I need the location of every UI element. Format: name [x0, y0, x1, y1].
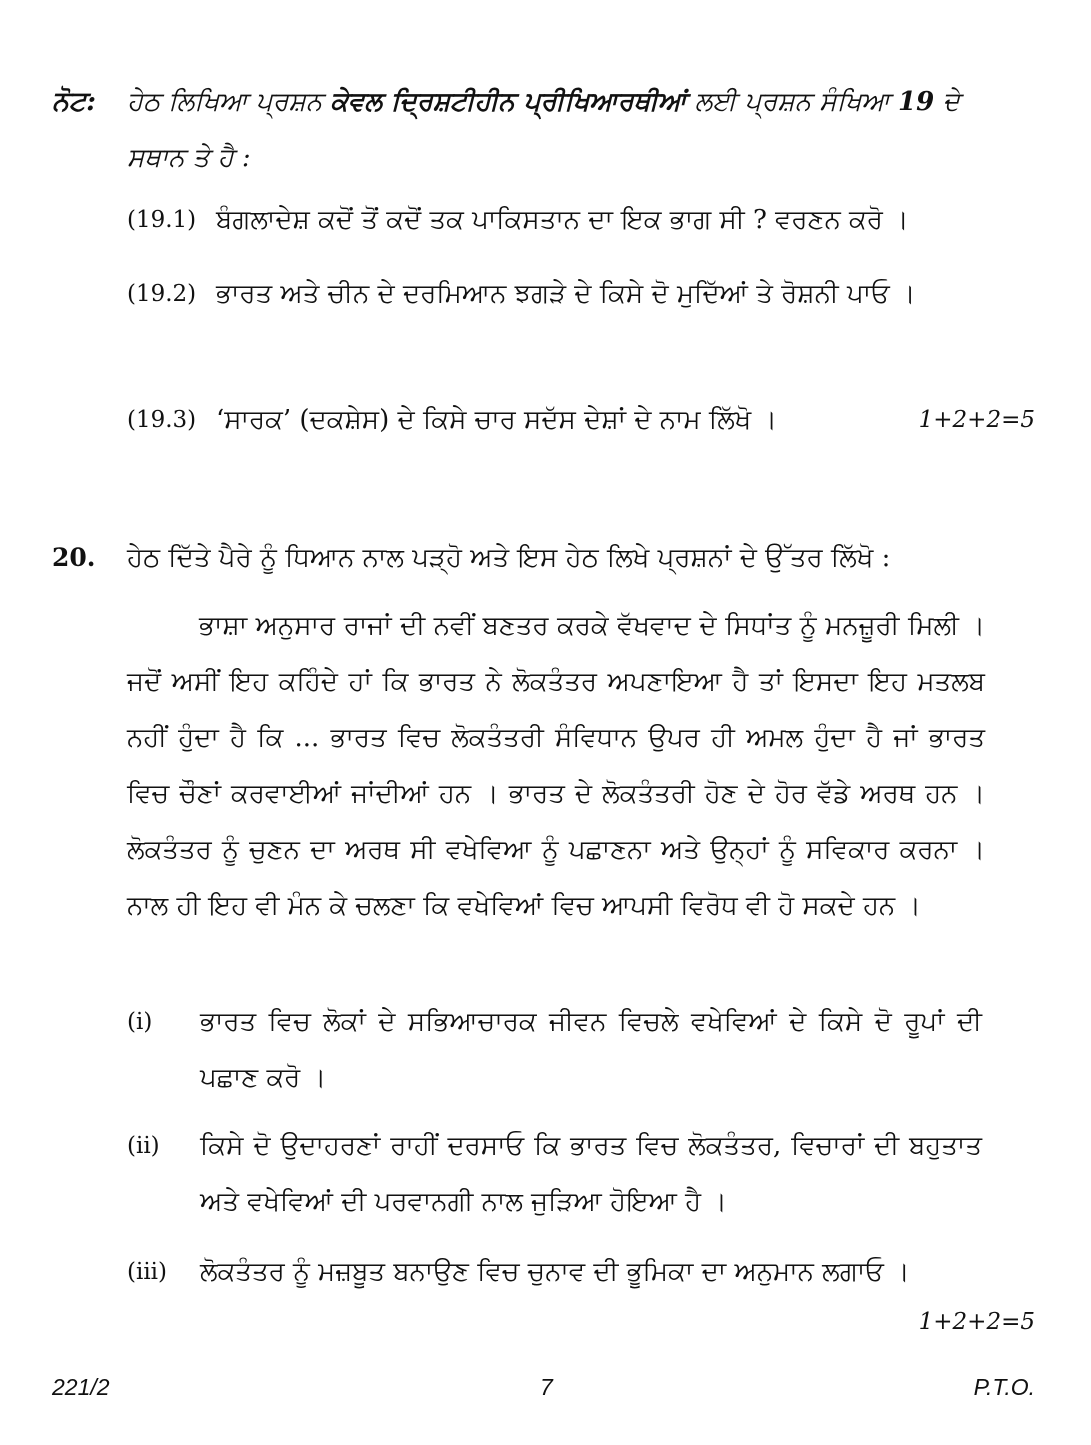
q19-3-number: (19.3) [127, 407, 197, 433]
note-text [127, 74, 985, 186]
q20-ii-text: ਕਿਸੇ ਦੋ ਉਦਾਹਰਣਾਂ ਰਾਹੀਂ ਦਰਸਾਓ ਕਿ ਭਾਰਤ ਵਿਚ ਲੋਕਤੰਤਰ, ਵਿਚਾਰਾਂ ਦੀ ਬਹੁਤਾਤ ਅਤੇ ਵਖੇਵਿਆਂ ਦੀ ਪਰਵਾਨਗੀ ਨਾਲ ਜੁੜਿਆ ਹੋਇਆ ਹੈ । [200, 1131, 982, 1217]
note-text-bold: ਕੇਵਲ ਦ੍ਰਿਸ਼ਟੀਹੀਨ ਪ੍ਰੀਖਿਆਰਥੀਆਂ [330, 87, 687, 117]
note-label: ਨੋਟ: [52, 86, 97, 117]
q19-1-text: ਬੰਗਲਾਦੇਸ਼ ਕਦੋਂ ਤੋਂ ਕਦੋਂ ਤਕ ਪਾਕਿਸਤਾਨ ਦਾ ਇਕ ਭਾਗ ਸੀ ? ਵਰਣਨ ਕਰੋ । [216, 205, 909, 235]
q19-marks: 1+2+2=5 [918, 407, 1035, 433]
q20-marks: 1+2+2=5 [918, 1309, 1035, 1335]
footer-page-number: 7 [540, 1374, 553, 1400]
q20-i-text: ਭਾਰਤ ਵਿਚ ਲੋਕਾਂ ਦੇ ਸਭਿਆਚਾਰਕ ਜੀਵਨ ਵਿਚਲੇ ਵਖੇਵਿਆਂ ਦੇ ਕਿਸੇ ਦੋ ਰੂਪਾਂ ਦੀ ਪਛਾਣ ਕਰੋ । [200, 1007, 982, 1093]
q20-iii-number: (iii) [127, 1259, 168, 1285]
note-question-number: 19 [897, 87, 935, 117]
footer-pto: P.T.O. [973, 1374, 1035, 1400]
footer-paper-code: 221/2 [52, 1374, 110, 1400]
q19-2-text: ਭਾਰਤ ਅਤੇ ਚੀਨ ਦੇ ਦਰਮਿਆਨ ਝਗੜੇ ਦੇ ਕਿਸੇ ਦੋ ਮੁਦਿੱਆਂ ਤੇ ਰੋਸ਼ਨੀ ਪਾਓ । [216, 279, 916, 309]
q20-iii-text: ਲੋਕਤੰਤਰ ਨੂੰ ਮਜ਼ਬੂਤ ਬਨਾਉਣ ਵਿਚ ਚੁਨਾਵ ਦੀ ਭੂਮਿਕਾ ਦਾ ਅਨੁਮਾਨ ਲਗਾਓ । [200, 1257, 910, 1287]
q19-2-number: (19.2) [127, 281, 197, 307]
q20-intro: ਹੇਠ ਦਿੱਤੇ ਪੈਰੇ ਨੂੰ ਧਿਆਨ ਨਾਲ ਪੜ੍ਹੋ ਅਤੇ ਇਸ ਹੇਠ ਲਿਖੇ ਪ੍ਰਸ਼ਨਾਂ ਦੇ ਉੱਤਰ ਲਿੱਖੋ : [127, 543, 891, 573]
q20-i-number: (i) [127, 1009, 153, 1035]
q20-number: 20. [52, 543, 96, 572]
q20-passage: ਭਾਸ਼ਾ ਅਨੁਸਾਰ ਰਾਜਾਂ ਦੀ ਨਵੀਂ ਬਣਤਰ ਕਰਕੇ ਵੱਖਵਾਦ ਦੇ ਸਿਧਾਂਤ ਨੂੰ ਮਨਜ਼ੂਰੀ ਮਿਲੀ । ਜਦੋਂ ਅਸੀਂ ਇਹ ਕਹਿੰਦੇ ਹਾਂ ਕਿ ਭਾਰਤ ਨੇ ਲੋਕਤੰਤਰ ਅਪਣਾਇਆ ਹੈ ਤਾਂ ਇਸਦਾ ਇਹ ਮਤਲਬ ਨਹੀਂ ਹੁੰਦਾ ਹੈ ਕਿ ... ਭਾਰਤ ਵਿਚ ਲੋਕਤੰਤਰੀ ਸੰਵਿਧਾਨ ਉਪਰ ਹੀ ਅਮਲ ਹੁੰਦਾ ਹੈ ਜਾਂ ਭਾਰਤ ਵਿਚ ਚੌਣਾਂ ਕਰਵਾਈਆਂ ਜਾਂਦੀਆਂ ਹਨ । ਭਾਰਤ ਦੇ ਲੋਕਤੰਤਰੀ ਹੋਣ ਦੇ ਹੋਰ ਵੱਡੇ ਅਰਥ ਹਨ । ਲੋਕਤੰਤਰ ਨੂੰ ਚੁਣਨ ਦਾ ਅਰਥ ਸੀ ਵਖੇਵਿਆ ਨੂੰ ਪਛਾਣਨਾ ਅਤੇ ਉਨ੍ਹਾਂ ਨੂੰ ਸਵਿਕਾਰ ਕਰਨਾ । ਨਾਲ ਹੀ ਇਹ ਵੀ ਮੰਨ ਕੇ ਚਲਣਾ ਕਿ ਵਖੇਵਿਆਂ ਵਿਚ ਆਪਸੀ ਵਿਰੋਧ ਵੀ ਹੋ ਸਕਦੇ ਹਨ । [127, 611, 985, 921]
q19-3-text: ‘ਸਾਰਕ’ (ਦਕਸ਼ੇਸ) ਦੇ ਕਿਸੇ ਚਾਰ ਸਦੱਸ ਦੇਸ਼ਾਂ ਦੇ ਨਾਮ ਲਿੱਖੋ । [216, 405, 778, 435]
note-text-after: ਦੇ ਸਥਾਨ ਤੇ ਹੈ : [127, 87, 960, 173]
q20-ii-number: (ii) [127, 1133, 160, 1159]
q19-1-number: (19.1) [127, 207, 197, 233]
note-text-mid: ਲਈ ਪ੍ਰਸ਼ਨ ਸੰਖਿਆ [694, 87, 890, 117]
note-text-before: ਹੇਠ ਲਿਖਿਆ ਪ੍ਰਸ਼ਨ [127, 87, 323, 117]
